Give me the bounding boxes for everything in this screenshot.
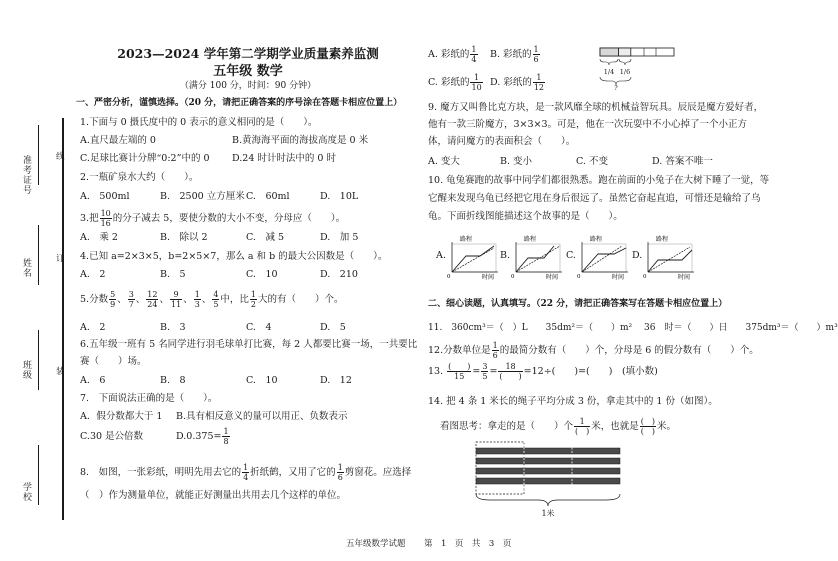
q3-post: 的分子减去 5，要使分数的大小不变，分母应（ ）。: [112, 213, 346, 224]
class-underline: [38, 330, 39, 390]
q10-d-origin: 0: [643, 274, 647, 280]
q2-option-b[interactable]: B. 2500 立方厘米: [160, 191, 245, 202]
q10-d-hare-line: [648, 250, 692, 272]
name-underline: [38, 225, 39, 285]
q10-b-ylabel: 路程: [524, 236, 537, 243]
q8-d-den: 12: [533, 83, 545, 92]
q14-line2-post: 米。: [657, 421, 677, 432]
footer-page: 第 1 页 共 3 页: [424, 539, 512, 549]
q8-frac-2-den: 6: [337, 473, 343, 482]
q14-frac-2-num: ( ): [640, 417, 656, 426]
q14-line2-mid: 米，也就是: [591, 421, 639, 432]
q14-rope-3: [476, 468, 620, 474]
q13-frac-1-den: 15: [454, 372, 465, 381]
q8-option-d[interactable]: [490, 73, 546, 92]
q5-frac-1-den: 9: [110, 300, 116, 309]
q5-cmp-num: 1: [250, 290, 257, 299]
q10-c-origin: 0: [577, 274, 581, 280]
q5-frac-2-num: 3: [128, 290, 134, 299]
q13-frac-1-num: ( ): [448, 362, 471, 371]
q8-frac-2-num: 1: [337, 463, 343, 472]
q1-stem: 1.下面与 0 摄氏度中的 0 表示的意义相同的是（ ）。: [80, 117, 318, 128]
q7-option-d[interactable]: [176, 427, 231, 446]
q7-stem: 7. 下面说法正确的是（ ）。: [80, 393, 218, 404]
q13-frac-2-num: 3: [482, 362, 488, 371]
q8-fig-label-q: ?: [614, 84, 618, 92]
q13-text: [428, 362, 658, 381]
q3-option-b[interactable]: B. 除以 2: [160, 232, 208, 243]
q10-option-a[interactable]: [436, 250, 446, 262]
q8-b-den: 6: [533, 55, 539, 64]
q14-frac-2: [640, 417, 656, 436]
q6-option-b[interactable]: B. 8: [160, 375, 186, 386]
q10-b-tortoise-line: [516, 246, 560, 272]
q5-frac-6: [212, 290, 219, 309]
exam-no-underline: [38, 125, 39, 185]
q8-c-den: 10: [471, 83, 482, 92]
exam-no-label: 准考证号: [21, 155, 31, 195]
q3-stem: [80, 209, 345, 228]
q10-chart-d: [642, 234, 698, 280]
q5-option-a[interactable]: A. 2: [80, 322, 106, 333]
q9-option-b[interactable]: B. 变小: [500, 156, 533, 167]
q10-a-xlabel: 时间: [482, 274, 495, 281]
q14-line1: 14. 把 4 条 1 米长的绳子平均分成 3 份，拿走其中的 1 份（如图）。: [428, 396, 718, 407]
q10-d-tortoise-line: [648, 247, 690, 272]
q8-brace-quarter: [600, 59, 618, 65]
q8-a-den: 4: [471, 55, 477, 64]
q3-fraction: [100, 209, 112, 228]
q10-option-d[interactable]: [632, 250, 642, 262]
q14-fig-label: 1米: [541, 509, 555, 518]
q13-pre: 13.: [428, 366, 444, 377]
q4-option-d[interactable]: D. 210: [320, 269, 358, 280]
q2-option-a[interactable]: A. 500ml: [80, 191, 130, 202]
q10-b-xlabel: 时间: [546, 274, 559, 281]
q10-b-label: B.: [500, 250, 511, 261]
q8-frac-2: [337, 463, 344, 482]
q14-frac-1-den: ( ): [575, 427, 590, 436]
q10-b-hare-line: [516, 246, 554, 272]
q5-compare-frac: [250, 290, 257, 309]
q5-frac-4: [170, 290, 182, 309]
q13-frac-3-num: 18: [498, 362, 522, 372]
q9-option-a[interactable]: A. 变大: [428, 156, 460, 167]
q8-brace-sixth: [619, 59, 631, 65]
q1-option-c[interactable]: C.足球比赛计分牌“0:2”中的 0: [80, 153, 210, 164]
q8-a-num: 1: [471, 45, 477, 54]
q7-d-pre: D.0.375=: [176, 431, 222, 442]
q10-a-origin: 0: [447, 274, 451, 280]
q8-post: 剪窗花。应选择: [344, 467, 412, 478]
q12-num: 1: [492, 341, 498, 350]
q5-option-c[interactable]: C. 4: [246, 322, 272, 333]
mark-ding: 订: [56, 254, 65, 264]
q8-used-quarter: [600, 48, 619, 56]
q5-frac-6-num: 4: [213, 290, 219, 299]
q5-frac-5-den: 3: [194, 300, 200, 309]
q8-paper-figure: [596, 44, 678, 90]
q5-option-b[interactable]: B. 3: [160, 322, 186, 333]
q3-pre: 3.把: [80, 213, 99, 224]
q5-frac-6-den: 5: [213, 300, 219, 309]
q3-option-a[interactable]: A. 乘 2: [80, 232, 118, 243]
q9-line3: 体，请问魔方的表面积会（ ）。: [428, 136, 576, 147]
q8-used-sixth: [619, 48, 631, 56]
q5-cmp-den: 2: [250, 300, 257, 309]
q6-option-d[interactable]: D. 12: [320, 375, 352, 386]
q5-frac-2-den: 7: [128, 300, 134, 309]
q8-stem: [80, 463, 411, 482]
q2-option-c[interactable]: C. 60ml: [246, 191, 290, 202]
q10-c-ylabel: 路程: [590, 236, 603, 243]
q8-option-a[interactable]: [428, 45, 479, 64]
q10-d-label: D.: [632, 250, 643, 261]
q8-option-c[interactable]: [428, 73, 484, 92]
q12-den: 6: [492, 351, 498, 360]
q7-d-num: 1: [223, 427, 229, 436]
q8-frac-1-num: 1: [243, 463, 249, 472]
q13-eq1: =: [472, 366, 481, 377]
section1-heading: 一、严密分析，谨慎选择。（20 分，请把正确答案的序号涂在答题卡相应位置上）: [76, 98, 403, 108]
q3-num: 10: [100, 209, 111, 218]
exam-title: 2023—2024 学年第二学期学业质量素养监测: [117, 46, 379, 61]
q10-line1: 10. 龟兔赛跑的故事中同学们都很熟悉。跑在前面的小兔子在大树下睡了一觉，等: [428, 175, 770, 186]
q6-line1: 6.五年级一班有 5 名同学进行羽毛球单打比赛，每 2 人都要比赛一场，一共要比: [80, 339, 418, 350]
q10-a-grid: [452, 244, 496, 272]
q7-d-fraction: [222, 427, 229, 446]
q13-frac-3-den: ( ): [499, 372, 522, 381]
q8-b-pre: B. 彩纸的: [490, 49, 532, 60]
q4-stem: 4.已知 a=2×3×5，b=2×5×7，那么 a 和 b 的最大公因数是（ ）。: [80, 251, 388, 262]
q8-a-frac: [470, 45, 477, 64]
q7-option-b[interactable]: B.具有相反意义的量可以用正、负数表示: [176, 411, 348, 422]
q5-frac-2: [128, 290, 135, 309]
q10-c-xlabel: 时间: [612, 274, 625, 281]
q5-frac-3: [146, 290, 158, 309]
q10-a-ylabel: 路程: [460, 236, 473, 243]
q9-line2: 他有一款三阶魔方，3×3×3。可是，他在一次玩耍中不小心掉了一个小正方: [428, 119, 748, 130]
q10-chart-b: [510, 234, 566, 280]
q8-d-num: 1: [533, 73, 545, 83]
q5-frac-5: [194, 290, 201, 309]
q3-den: 16: [100, 219, 111, 228]
q8-c-pre: C. 彩纸的: [428, 77, 470, 88]
q2-option-d[interactable]: D. 10L: [320, 191, 359, 202]
q5-frac-5-num: 1: [194, 290, 200, 299]
q8-option-b[interactable]: [490, 45, 541, 64]
q10-c-tortoise-line: [582, 246, 622, 272]
q7-option-a[interactable]: A．假分数都大于 1: [80, 411, 163, 422]
footer-subject: 五年级数学试题: [346, 539, 406, 549]
q8-frac-1: [242, 463, 249, 482]
q10-d-ylabel: 路程: [656, 236, 669, 243]
q2-stem: 2.一瓶矿泉水大约（ ）。: [80, 172, 199, 183]
exam-subtitle: 五年级 数学: [213, 64, 283, 79]
q10-c-label: C.: [566, 250, 576, 261]
school-underline: [38, 445, 39, 505]
q4-option-c[interactable]: C. 10: [246, 269, 278, 280]
q9-option-c[interactable]: C. 不变: [576, 156, 608, 167]
q5-frac-1-num: 5: [110, 290, 116, 299]
q8-fig-label-a: 1/4: [603, 68, 615, 76]
q5-frac-4-num: 9: [170, 290, 182, 300]
q14-line2: [440, 417, 676, 436]
q10-c-hare-line: [582, 248, 626, 272]
q14-frac-1: [574, 417, 590, 436]
q10-option-c[interactable]: [566, 250, 576, 262]
q14-brace: [476, 494, 620, 506]
q13-frac-2-den: 5: [482, 372, 488, 381]
q5-post: 大的有（ ）个。: [258, 294, 344, 305]
q3-option-c[interactable]: C. 减 5: [246, 232, 285, 243]
q14-rope-1: [476, 448, 620, 454]
q12-text: [428, 341, 759, 360]
q1-option-b[interactable]: B.黄海海平面的海拔高度是 0 米: [232, 135, 369, 146]
q6-option-a[interactable]: A. 6: [80, 375, 106, 386]
q10-b-origin: 0: [511, 274, 515, 280]
section2-heading: 二、细心读题，认真填写。（22 分，请把正确答案写在答题卡相应位置上）: [428, 299, 728, 309]
q11-text: 11. 360cm³＝（ ）L 35dm²＝（ ）m² 36 时＝（ ）日 375dm³＝（ ）m³: [428, 323, 838, 333]
q10-chart-a: [446, 234, 502, 280]
q8-mid: 折纸鹤，又用了它的: [250, 467, 336, 478]
q14-frac-1-num: 1: [574, 417, 590, 427]
q10-a-tortoise-line: [452, 248, 494, 272]
q7-d-den: 8: [223, 437, 229, 446]
q10-chart-c: [576, 234, 632, 280]
q3-option-d[interactable]: D. 加 5: [320, 232, 359, 243]
q10-a-label: A.: [436, 250, 446, 261]
q13-eq2: =: [489, 366, 498, 377]
q13-frac-2: [481, 362, 488, 381]
q8-c-frac: [470, 73, 482, 92]
q5-frac-3-den: 24: [147, 300, 158, 309]
q8-b-num: 1: [533, 45, 539, 54]
q13-frac-1: [447, 362, 471, 381]
q8-pre: 8. 如图，一张彩纸，明明先用去它的: [80, 467, 242, 478]
q10-line2: 它醒来发现乌龟已经把它甩在身后很远了。虽然它奋起直追，可惜还是输给了乌: [428, 193, 761, 204]
q14-line2-pre: 看图思考：拿走的是（ ）个: [440, 421, 574, 432]
q7-option-c[interactable]: C.30 是公倍数: [80, 431, 144, 442]
q8-line2: （ ）作为测量单位，就能正好测量出共用去几个这样的单位。: [80, 490, 347, 501]
q4-option-a[interactable]: A. 2: [80, 269, 106, 280]
q9-option-d[interactable]: D. 答案不唯一: [652, 156, 713, 167]
q10-d-xlabel: 时间: [678, 274, 691, 281]
q14-frac-2-den: ( ): [640, 427, 656, 436]
q5-mid: 中，比: [220, 294, 249, 305]
q4-option-b[interactable]: B. 5: [160, 269, 186, 280]
q14-rope-4: [476, 478, 620, 484]
q5-pre: 5.分数: [80, 294, 109, 305]
q12-fraction: [492, 341, 499, 360]
q8-d-frac: [533, 73, 545, 92]
q5-stem: 5.分数 $\frac{5}{9}$ 、 $\frac{3}{7}$ 、 $\frac{12}{24}$ 、 $\frac{9}{11}$ 、 $\frac{1}{3}$ 、 $\frac{4}{5}$ 中，比 $\frac{1}{2}$ 大的有（ ）个。: [80, 290, 344, 309]
mark-xian: 线: [56, 152, 65, 162]
q13-post: =12÷( )=( ) (填小数): [523, 366, 658, 377]
q14-rope-figure: [470, 438, 630, 518]
q1-option-d[interactable]: D.24 时计时法中的 0 时: [232, 153, 336, 164]
q14-rope-2: [476, 458, 620, 464]
q10-line3: 龟。下面折线图能描述这个故事的是（ ）。: [428, 211, 623, 222]
q12-pre: 12.分数单位是: [428, 345, 491, 356]
exam-meta: （满分 100 分，时间：90 分钟）: [179, 81, 317, 91]
q8-c-num: 1: [470, 73, 482, 83]
q9-line1: 9. 魔方又叫鲁比克方块，是一款风靡全球的机械益智玩具。辰辰是魔方爱好者，: [428, 102, 764, 113]
q6-line2: 赛（ ）场。: [80, 356, 147, 367]
q5-frac-3-num: 12: [147, 290, 158, 299]
name-label: 姓名: [21, 258, 31, 278]
binding-line: [62, 118, 64, 520]
mark-zhuang: 装: [56, 367, 65, 377]
q5-frac-1: [109, 290, 116, 309]
q8-b-frac: [533, 45, 540, 64]
q8-fig-label-b: 1/6: [619, 68, 631, 76]
q8-frac-1-den: 4: [243, 473, 249, 482]
q12-post: 的最简分数有（ ）个，分母是 6 的假分数有（ ）个。: [499, 345, 759, 356]
q13-frac-3: [498, 362, 522, 381]
q5-frac-4-den: 11: [171, 300, 182, 309]
q8-a-pre: A. 彩纸的: [428, 49, 470, 60]
q8-d-pre: D. 彩纸的: [490, 77, 532, 88]
school-label: 学校: [21, 482, 31, 502]
class-label: 班级: [21, 360, 31, 380]
q5-option-d[interactable]: D. 5: [320, 322, 346, 333]
q6-option-c[interactable]: C. 10: [246, 375, 278, 386]
q1-option-a[interactable]: A.直尺最左端的 0: [80, 135, 156, 146]
